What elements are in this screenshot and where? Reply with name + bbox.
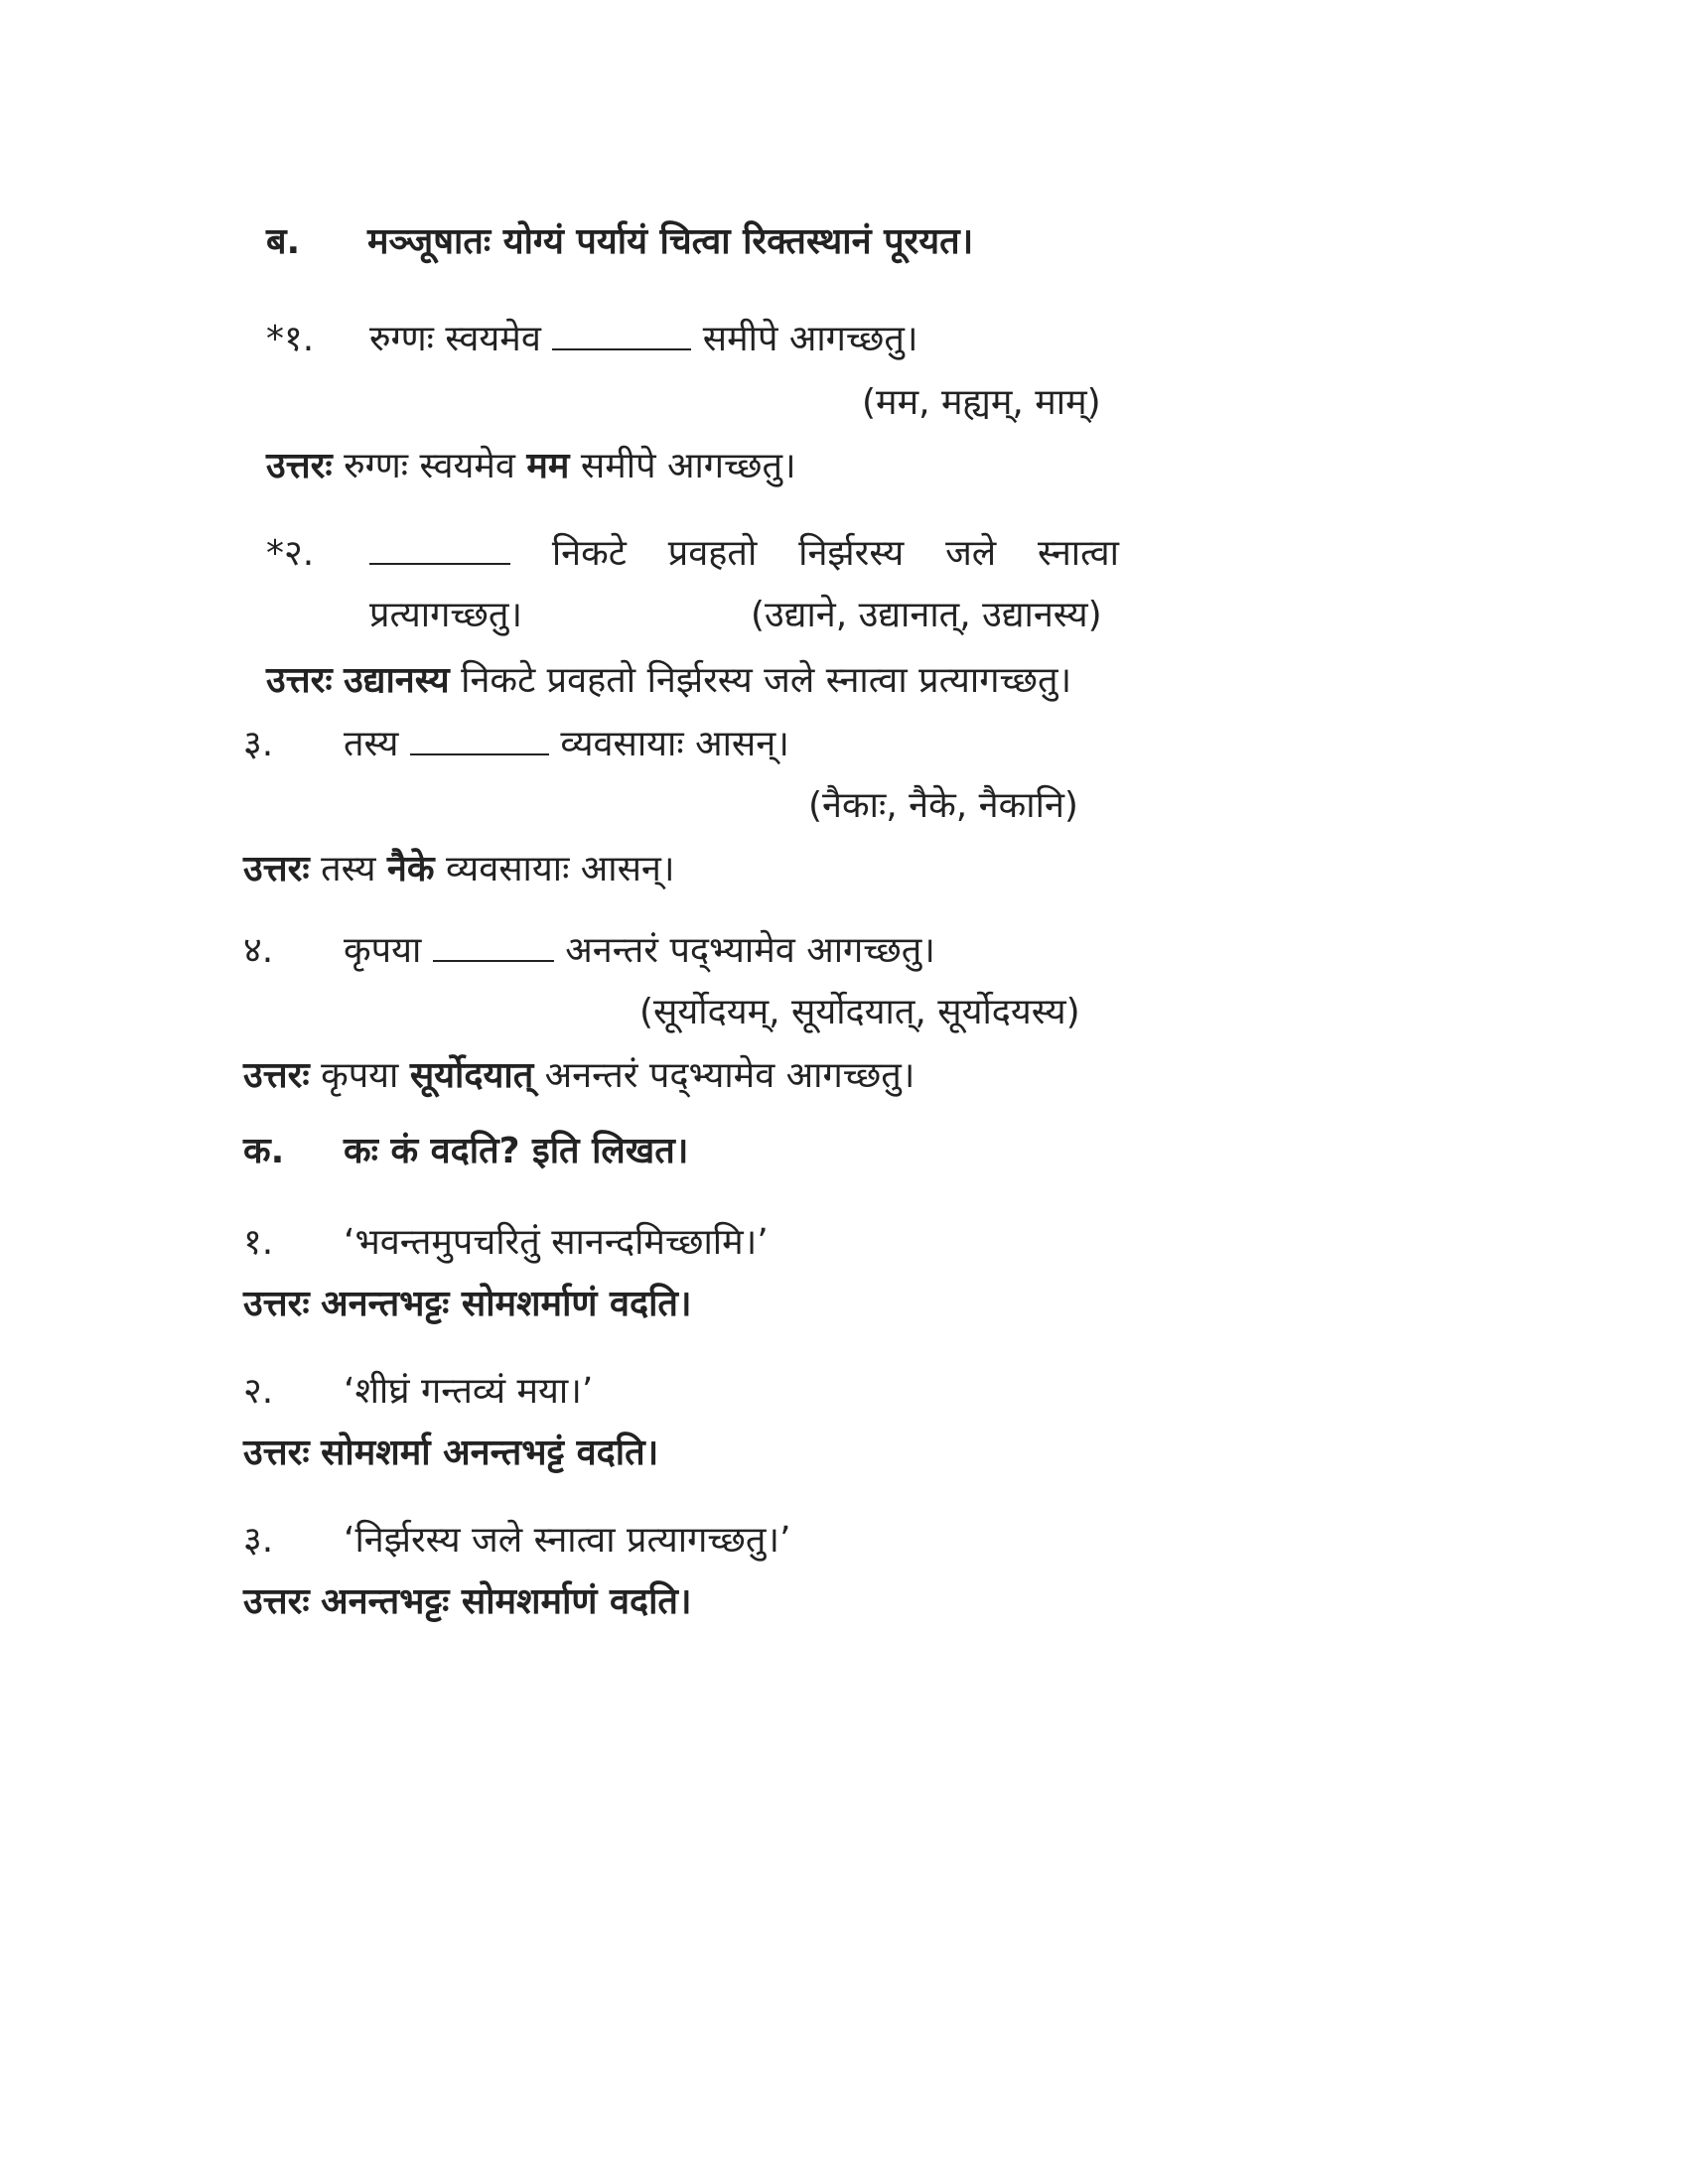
options-text: (उद्याने, उद्यानात्, उद्यानस्य) <box>751 595 1102 635</box>
question-text-before: कृपया <box>344 930 422 971</box>
answer-word: मम <box>526 446 570 486</box>
question-line <box>344 723 789 766</box>
item-number: *१. <box>266 319 315 359</box>
answer-label: उत्तरः <box>243 849 310 889</box>
answer-text-before: कृपया <box>321 1055 399 1096</box>
question-line-2: प्रत्यागच्छतु। <box>369 595 523 635</box>
quote-text: ‘निर्झरस्य जले स्नात्वा प्रत्यागच्छतु।’ <box>344 1520 791 1561</box>
answer-label: उत्तरः <box>243 1055 310 1096</box>
quote-text: ‘शीघ्रं गन्तव्यं मया।’ <box>344 1371 594 1412</box>
answer-label: उत्तरः <box>243 1284 310 1324</box>
question-line <box>344 929 935 973</box>
answer-line <box>243 1580 692 1624</box>
question-text-before: रुग्णः स्वयमेव <box>369 319 541 359</box>
answer-line <box>243 1432 658 1475</box>
item-number: १. <box>243 1222 274 1263</box>
answer-word: उद्यानस्य <box>344 660 450 701</box>
item-number: ४. <box>243 930 274 971</box>
answer-label: उत्तरः <box>243 1581 310 1622</box>
answer-line <box>243 1054 914 1098</box>
section-k-label: क. <box>243 1131 285 1171</box>
section-b-label: ब. <box>266 221 301 262</box>
blank-line <box>552 319 691 350</box>
question-text-after: अनन्तरं पद्भ्यामेव आगच्छतु। <box>565 930 935 971</box>
options-text: (नैकाः, नैके, नैकानि) <box>808 785 1078 826</box>
question-line <box>369 532 1119 576</box>
section-k-title: कः कं वदति? इति लिखत। <box>344 1131 689 1171</box>
section-b-title: मञ्जूषातः योग्यं पर्यायं चित्वा रिक्तस्थानं पूरयत। <box>367 221 974 262</box>
blank-line <box>433 930 554 962</box>
item-number: ३. <box>243 724 274 764</box>
options-text: (सूर्योदयम्, सूर्योदयात्, सूर्योदयस्य) <box>639 992 1080 1032</box>
item-number: *२. <box>266 533 315 574</box>
answer-line <box>266 445 796 488</box>
answer-text: अनन्तभट्टः सोमशर्माणं वदति। <box>321 1284 692 1324</box>
question-line <box>369 318 918 361</box>
answer-text-after: व्यवसायाः आसन्। <box>446 849 675 889</box>
answer-line <box>243 1283 692 1326</box>
answer-text-before: तस्य <box>321 849 376 889</box>
answer-text: सोमशर्मा अनन्तभट्टं वदति। <box>321 1433 659 1473</box>
question-text-after: समीपे आगच्छतु। <box>702 319 918 359</box>
answer-text-after: अनन्तरं पद्भ्यामेव आगच्छतु। <box>544 1055 915 1096</box>
quote-text: ‘भवन्तमुपचरितुं सानन्दमिच्छामि।’ <box>344 1222 769 1263</box>
answer-line <box>243 848 675 891</box>
answer-label: उत्तरः <box>266 660 333 701</box>
blank-line <box>410 724 549 755</box>
question-text-after: निकटे प्रवहतो निर्झरस्य जले स्नात्वा <box>551 533 1119 574</box>
blank-line <box>369 533 510 565</box>
answer-label: उत्तरः <box>243 1433 310 1473</box>
question-text-after: व्यवसायाः आसन्। <box>560 724 789 764</box>
answer-text-after: समीपे आगच्छतु। <box>580 446 796 486</box>
question-text-before: तस्य <box>344 724 399 764</box>
options-text: (मम, मह्यम्, माम्) <box>862 382 1101 423</box>
item-number: २. <box>243 1371 274 1412</box>
answer-word: नैके <box>386 849 435 889</box>
answer-text: अनन्तभट्टः सोमशर्माणं वदति। <box>321 1581 692 1622</box>
answer-text-before: रुग्णः स्वयमेव <box>344 446 515 486</box>
answer-line <box>266 659 1071 703</box>
item-number: ३. <box>243 1520 274 1561</box>
answer-word: सूर्योदयात् <box>409 1055 534 1096</box>
answer-text-after: निकटे प्रवहतो निर्झरस्य जले स्नात्वा प्रत्यागच्छतु। <box>461 660 1072 701</box>
answer-label: उत्तरः <box>266 446 333 486</box>
